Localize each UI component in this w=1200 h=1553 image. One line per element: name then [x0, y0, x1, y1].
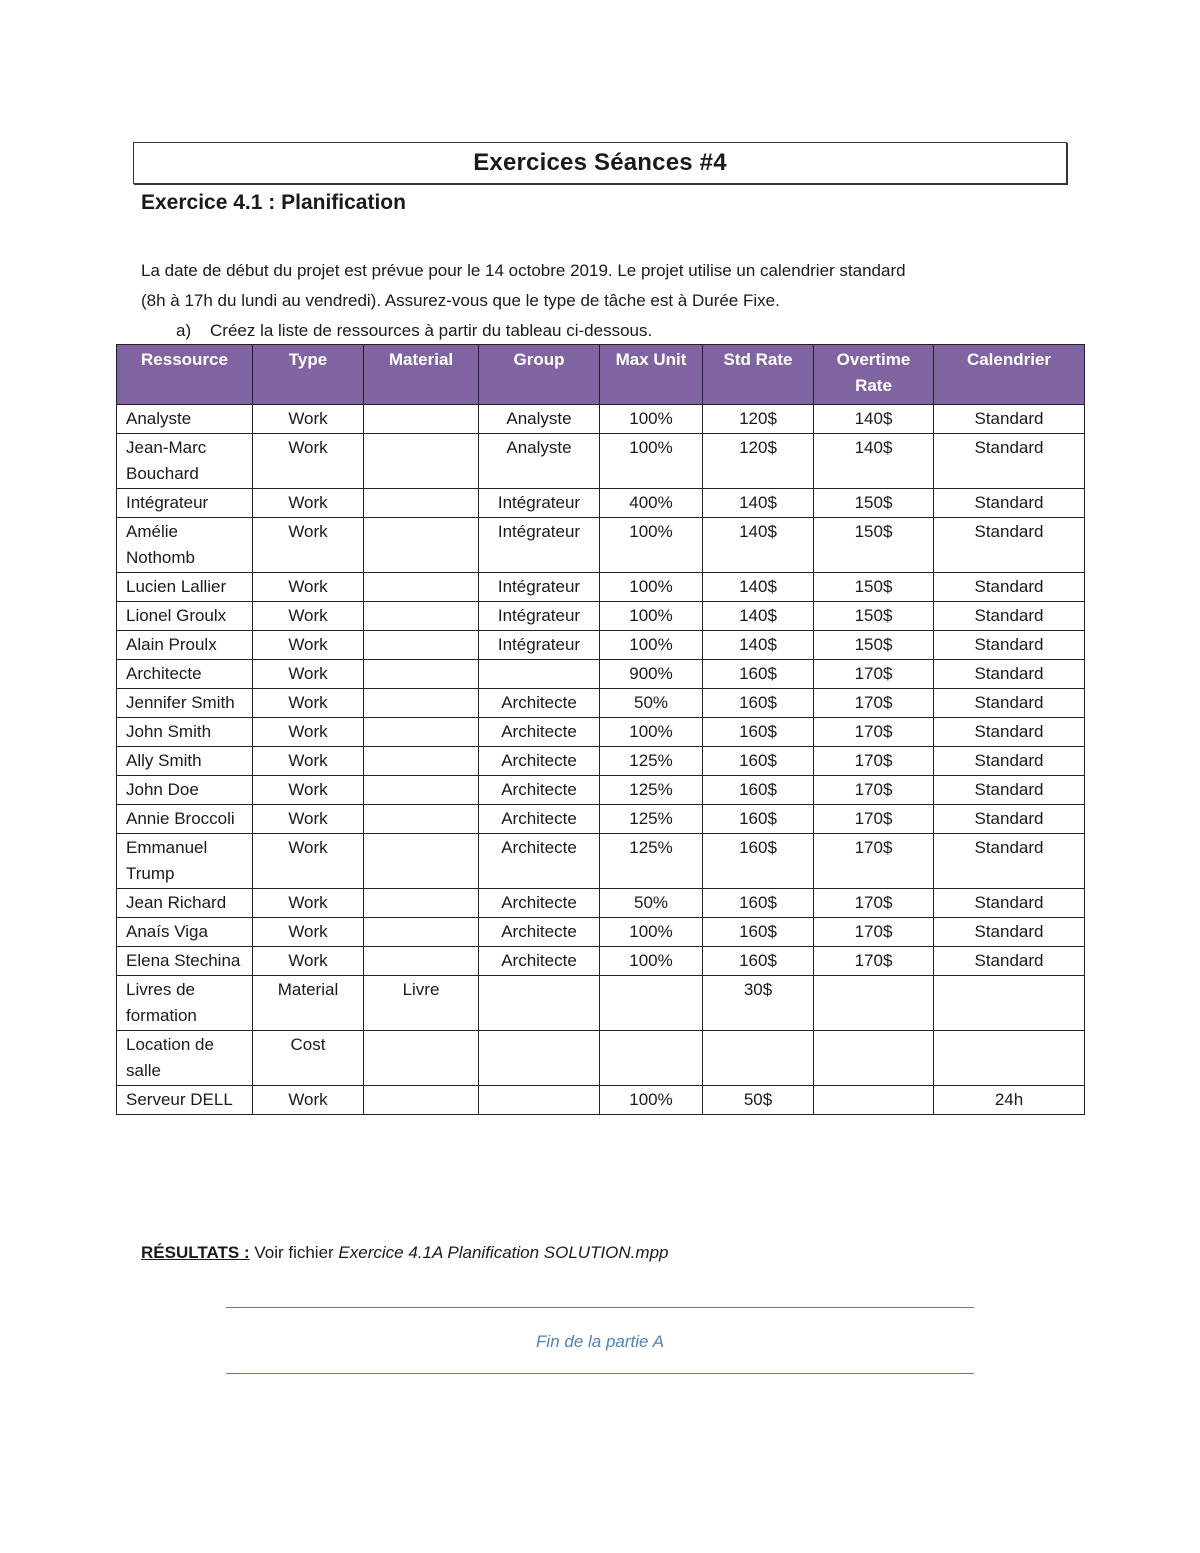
table-cell: 120$ [703, 405, 814, 434]
table-cell [364, 747, 479, 776]
table-cell: Location de salle [117, 1031, 253, 1086]
table-cell: 100% [600, 405, 703, 434]
table-row [117, 602, 1085, 631]
table-cell: Standard [934, 747, 1085, 776]
top-divider [226, 1307, 974, 1308]
table-cell: Intégrateur [479, 518, 600, 573]
table-cell: Work [253, 834, 364, 889]
table-cell: 150$ [814, 518, 934, 573]
table-cell: 170$ [814, 805, 934, 834]
table-cell: Standard [934, 805, 1085, 834]
table-cell: Work [253, 1086, 364, 1115]
table-cell: 160$ [703, 889, 814, 918]
table-cell [364, 805, 479, 834]
table-cell [364, 918, 479, 947]
column-header: Overtime Rate [814, 345, 934, 405]
table-cell: Material [253, 976, 364, 1031]
table-cell: Livre [364, 976, 479, 1031]
table-cell: Work [253, 518, 364, 573]
resource-table [116, 344, 1085, 1115]
table-cell [600, 1031, 703, 1086]
table-cell: 30$ [703, 976, 814, 1031]
table-cell: Architecte [479, 889, 600, 918]
table-cell: Architecte [479, 834, 600, 889]
table-body [117, 405, 1085, 1115]
table-cell: 170$ [814, 660, 934, 689]
table-row [117, 573, 1085, 602]
table-cell: Work [253, 718, 364, 747]
table-cell: Jean Richard [117, 889, 253, 918]
table-cell [364, 405, 479, 434]
column-header: Material [364, 345, 479, 405]
table-cell: Architecte [479, 747, 600, 776]
table-row [117, 776, 1085, 805]
table-cell [703, 1031, 814, 1086]
column-header: Type [253, 345, 364, 405]
table-cell: Annie Broccoli [117, 805, 253, 834]
table-cell: 170$ [814, 918, 934, 947]
table-cell: Standard [934, 405, 1085, 434]
results-text: Voir fichier [249, 1243, 339, 1262]
table-cell [364, 660, 479, 689]
table-cell: Architecte [479, 947, 600, 976]
table-cell: Serveur DELL [117, 1086, 253, 1115]
table-cell [479, 660, 600, 689]
table-cell: 150$ [814, 489, 934, 518]
table-cell: 150$ [814, 602, 934, 631]
table-cell [364, 631, 479, 660]
table-cell: Lucien Lallier [117, 573, 253, 602]
table-row [117, 747, 1085, 776]
table-cell: Standard [934, 573, 1085, 602]
table-cell: Cost [253, 1031, 364, 1086]
table-cell: 160$ [703, 776, 814, 805]
table-cell: 160$ [703, 689, 814, 718]
table-cell: Livres de formation [117, 976, 253, 1031]
table-cell [479, 1031, 600, 1086]
table-cell: Architecte [479, 689, 600, 718]
table-cell: 170$ [814, 689, 934, 718]
table-cell [364, 1031, 479, 1086]
table-row [117, 489, 1085, 518]
table-cell: Amélie Nothomb [117, 518, 253, 573]
table-cell: 140$ [703, 631, 814, 660]
table-cell: 140$ [703, 489, 814, 518]
table-cell: Intégrateur [479, 573, 600, 602]
table-cell: Work [253, 631, 364, 660]
table-cell: 140$ [814, 405, 934, 434]
table-cell: Standard [934, 602, 1085, 631]
table-cell: Intégrateur [117, 489, 253, 518]
table-cell: Alain Proulx [117, 631, 253, 660]
table-row [117, 631, 1085, 660]
table-header-row [117, 345, 1085, 405]
table-cell: 160$ [703, 918, 814, 947]
list-text: Créez la liste de ressources à partir du tableau ci-dessous. [210, 321, 653, 340]
table-cell: 100% [600, 918, 703, 947]
table-cell: 170$ [814, 889, 934, 918]
table-cell: 100% [600, 602, 703, 631]
table-cell: 150$ [814, 631, 934, 660]
table-cell: 125% [600, 834, 703, 889]
exercise-heading: Exercice 4.1 : Planification [141, 191, 406, 214]
table-cell: Work [253, 405, 364, 434]
table-cell: Work [253, 489, 364, 518]
table-cell: Architecte [479, 776, 600, 805]
table-cell: Work [253, 747, 364, 776]
table-cell [814, 1031, 934, 1086]
table-cell: Standard [934, 947, 1085, 976]
table-cell: 125% [600, 776, 703, 805]
column-header: Ressource [117, 345, 253, 405]
table-cell: Intégrateur [479, 602, 600, 631]
table-cell: Standard [934, 834, 1085, 889]
table-cell: 170$ [814, 834, 934, 889]
table-cell: Standard [934, 631, 1085, 660]
table-cell: 400% [600, 489, 703, 518]
table-cell: John Doe [117, 776, 253, 805]
table-cell: Standard [934, 660, 1085, 689]
table-cell [364, 834, 479, 889]
table-cell: Standard [934, 689, 1085, 718]
table-cell: 160$ [703, 718, 814, 747]
table-cell: Intégrateur [479, 489, 600, 518]
table-row [117, 918, 1085, 947]
table-cell [364, 947, 479, 976]
table-cell: 140$ [703, 573, 814, 602]
table-row [117, 434, 1085, 489]
table-cell [934, 1031, 1085, 1086]
table-cell [479, 1086, 600, 1115]
table-cell: 100% [600, 518, 703, 573]
table-cell [364, 489, 479, 518]
table-cell: Standard [934, 889, 1085, 918]
table-row [117, 976, 1085, 1031]
table-cell: Work [253, 805, 364, 834]
list-item-a [176, 316, 652, 346]
table-cell [364, 434, 479, 489]
table-cell: Analyste [479, 434, 600, 489]
column-header: Calendrier [934, 345, 1085, 405]
table-cell: Work [253, 573, 364, 602]
table-row [117, 889, 1085, 918]
table-cell [814, 1086, 934, 1115]
table-cell: Work [253, 660, 364, 689]
end-of-part-text: Fin de la partie A [536, 1332, 664, 1351]
table-cell: 170$ [814, 747, 934, 776]
table-cell: 170$ [814, 776, 934, 805]
table-cell: 150$ [814, 573, 934, 602]
table-row [117, 1086, 1085, 1115]
table-cell [934, 976, 1085, 1031]
table-cell: 125% [600, 747, 703, 776]
table-cell: Ally Smith [117, 747, 253, 776]
table-cell: Analyste [479, 405, 600, 434]
table-cell [364, 689, 479, 718]
table-cell: Standard [934, 434, 1085, 489]
intro-line-1: La date de début du projet est prévue pour le 14 octobre 2019. Le projet utilise un calendrier standard [141, 261, 906, 280]
table-cell: 160$ [703, 660, 814, 689]
intro-paragraph [141, 256, 1081, 316]
table-cell [814, 976, 934, 1031]
table-cell: 160$ [703, 947, 814, 976]
table-cell: Work [253, 602, 364, 631]
table-cell: 140$ [703, 602, 814, 631]
table-cell: 100% [600, 434, 703, 489]
table-cell: 24h [934, 1086, 1085, 1115]
document-title: Exercices Séances #4 [133, 142, 1067, 184]
table-cell: 125% [600, 805, 703, 834]
table-cell: Jennifer Smith [117, 689, 253, 718]
table-cell: Anaís Viga [117, 918, 253, 947]
table-cell: 120$ [703, 434, 814, 489]
table-cell [600, 976, 703, 1031]
table-cell: Intégrateur [479, 631, 600, 660]
results-line [141, 1243, 668, 1263]
table-cell [364, 518, 479, 573]
table-cell: 100% [600, 947, 703, 976]
table-row [117, 689, 1085, 718]
table-row [117, 518, 1085, 573]
table-cell [479, 976, 600, 1031]
intro-line-2: (8h à 17h du lundi au vendredi). Assurez-vous que le type de tâche est à Durée Fixe. [141, 291, 780, 310]
results-file: Exercice 4.1A Planification SOLUTION.mpp [338, 1243, 669, 1262]
table-cell: 100% [600, 573, 703, 602]
table-cell: Architecte [479, 718, 600, 747]
table-cell: John Smith [117, 718, 253, 747]
column-header: Group [479, 345, 600, 405]
table-cell [364, 602, 479, 631]
table-cell: Elena Stechina [117, 947, 253, 976]
table-cell: 160$ [703, 834, 814, 889]
table-cell: Analyste [117, 405, 253, 434]
table-cell: 140$ [814, 434, 934, 489]
list-marker: a) [176, 321, 192, 340]
table-cell: Standard [934, 918, 1085, 947]
table-cell: Standard [934, 718, 1085, 747]
table-cell: Work [253, 434, 364, 489]
table-row [117, 834, 1085, 889]
table-cell [364, 776, 479, 805]
table-cell: Architecte [479, 918, 600, 947]
table-cell: 170$ [814, 718, 934, 747]
table-cell: 100% [600, 1086, 703, 1115]
table-row [117, 947, 1085, 976]
table-row [117, 805, 1085, 834]
table-cell [364, 718, 479, 747]
table-cell [364, 889, 479, 918]
table-cell: 140$ [703, 518, 814, 573]
table-cell [364, 1086, 479, 1115]
table-row [117, 718, 1085, 747]
table-cell: Architecte [117, 660, 253, 689]
table-cell: 50% [600, 889, 703, 918]
table-cell: Standard [934, 518, 1085, 573]
bottom-divider [226, 1373, 974, 1374]
table-cell: 170$ [814, 947, 934, 976]
results-label: RÉSULTATS : [141, 1243, 250, 1262]
table-row [117, 405, 1085, 434]
table-cell: Work [253, 689, 364, 718]
table-cell: Work [253, 889, 364, 918]
table-cell: 900% [600, 660, 703, 689]
column-header: Std Rate [703, 345, 814, 405]
table-cell: Work [253, 776, 364, 805]
table-cell: Jean-Marc Bouchard [117, 434, 253, 489]
table-cell: 160$ [703, 805, 814, 834]
table-row [117, 660, 1085, 689]
table-cell: 160$ [703, 747, 814, 776]
table-cell: Architecte [479, 805, 600, 834]
table-cell: 50$ [703, 1086, 814, 1115]
column-header: Max Unit [600, 345, 703, 405]
table-cell: Standard [934, 776, 1085, 805]
table-cell: 100% [600, 718, 703, 747]
table-cell: 50% [600, 689, 703, 718]
table-row [117, 1031, 1085, 1086]
table-cell: Lionel Groulx [117, 602, 253, 631]
table-cell: Work [253, 918, 364, 947]
table-cell: Standard [934, 489, 1085, 518]
table-cell: Emmanuel Trump [117, 834, 253, 889]
table-cell: Work [253, 947, 364, 976]
table-cell [364, 573, 479, 602]
table-cell: 100% [600, 631, 703, 660]
